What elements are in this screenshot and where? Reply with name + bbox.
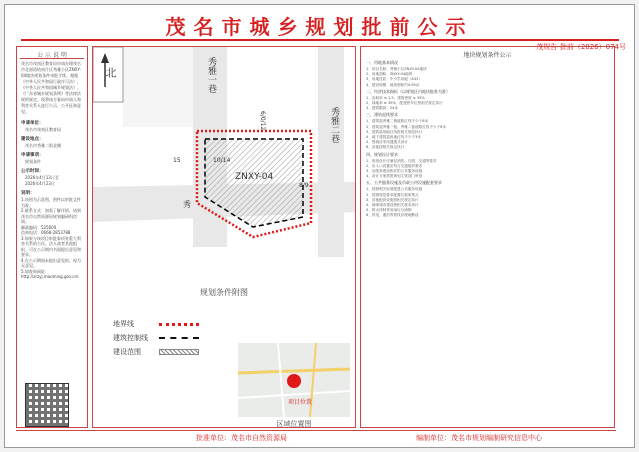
applicant-value: 茂名市茂南区教育局 xyxy=(25,127,61,132)
parcel-id: ZNXY-04 xyxy=(235,172,274,182)
document-number: 茂规告-批前（2026）074号 xyxy=(536,43,626,51)
right-panel-heading: 地块规划条件公示 xyxy=(463,52,512,59)
right-panel xyxy=(360,46,615,428)
legend-item: 建设范围 xyxy=(113,345,213,359)
note-item: 咨询电话：0668-2853788 xyxy=(21,230,71,235)
page-title: 茂名市城乡规划批前公示 xyxy=(165,15,474,39)
intro-text: 茂名市茂南区教育局申请办理茂名市北部团结南片区秀雅小区ZNXY-04地块规划条件审批手续。根据《中华人民共和国行政许可法》、《中华人民共和国城乡规划法》、《广东省城乡规划条例》等法律法规的规定，现将该方案向申请人和利害关系人进行公示，公开征询意见。 xyxy=(21,61,81,114)
legend xyxy=(113,317,213,359)
dim-label: 6/0/12 xyxy=(259,111,266,131)
note-item: 1.该图为示意图，图件以审批文件为准。 xyxy=(21,197,81,208)
left-panel-heading: 公 示 说 明 xyxy=(20,47,84,59)
applicant-label: 申请单位： xyxy=(21,121,44,126)
location-label: 建设地点： xyxy=(21,137,44,142)
dim-label: 10/14 xyxy=(213,157,231,164)
location-value: 茂名市秀雅二街北侧 xyxy=(25,143,61,148)
footer-approver: 批准单位：茂名市自然资源局 xyxy=(196,434,287,442)
road-label-yi: 秀雅一巷 xyxy=(206,57,216,93)
map-title: 规划条件附图 xyxy=(200,288,248,297)
dim-label: 15 xyxy=(173,157,181,164)
conditions-section: 三、建筑退线要求 1、建筑退秀雅二街道路红线不少于8米 2、建筑退秀雅一巷、秀雅二巷道路红线不少于6米 3、建筑退用地红线按相关规范执行 4、地下建筑退用地红线不少于3米 5、围墙应采用通透式设计 6、其他按相关规定执行 xyxy=(366,112,447,150)
title-divider xyxy=(21,39,619,41)
footer-compiler: 编制单位：茂名市规划编制研究信息中心 xyxy=(416,434,542,442)
location-map xyxy=(238,343,350,417)
footer xyxy=(16,430,616,444)
note-item: 5.如查询网址：http://zrzyj.maoming.gov.cn/ xyxy=(21,268,79,279)
conditions-section: 二、经济技术指标（以规划区内地块批准为准） 1、容积率 ≤ 1.5；建筑密度 ≤ 35% 2、绿地率 ≥ 35%，配建停车位按相关规定执行 3、建筑限高：24米 xyxy=(366,88,450,111)
conditions-section: 五、公共服务设施及市政公用设施配套要求 1、按照相关标准配建公共服务设施 2、按照规范要求配置垃圾收集点 3、其他配套设施按相关规定执行 4、海绵城市建设按相关要求执行 5、排水体制采用雨污分流制 6、供电、通信等管线应埋地敷设 xyxy=(366,180,442,218)
legend-item: 建筑控制线 xyxy=(113,331,213,345)
road-label-street: 秀 xyxy=(183,200,191,209)
legend-item: 地界线 xyxy=(113,317,213,331)
boundary-swatch xyxy=(159,323,199,326)
conditions-section: 一、用地基本情况 1、项目名称：秀雅小区ZNXY-04地块 2、用地面积：ZNXY-04地块 3、用地性质：中小学用地（A33） 4、建设规模：地块面积约4.95亩 xyxy=(366,60,427,87)
area-swatch xyxy=(159,349,199,355)
center-panel xyxy=(92,46,356,428)
road-label-er: 秀雅二巷 xyxy=(329,107,339,143)
notes-label: 说明： xyxy=(21,191,35,196)
period-end: 2026年4月23日 xyxy=(25,181,55,186)
note-item: 3.如果与该项目审批事项有重大利害关系的公民、法人或者其他组织，可在公示期内书面提出意见和要求。 xyxy=(21,235,81,257)
type-label: 申请事项： xyxy=(21,153,44,158)
location-marker-label: 项目位置 xyxy=(288,399,313,406)
note-item: 4.在公示期间未提出意见的，视为无意见。 xyxy=(21,257,81,268)
note-item: 2.联系方式：如需了解详情，请到茂名市自然资源局规划编研科咨询。 xyxy=(21,208,81,224)
dim-label: 8/9 xyxy=(299,182,309,189)
period-label: 公示时间： xyxy=(21,169,44,174)
type-value: 规划条件 xyxy=(25,159,41,164)
period-start: 2026年4月13日至 xyxy=(25,175,59,180)
conditions-section: 四、规划设计要求 1、规划设计应满足消防、日照、交通等要求 2、出入口设置应符合交通组织要求 3、应配套建设相应的公共服务设施 4、设计方案需报规划主管部门审批 xyxy=(366,151,437,179)
site-plan-map xyxy=(93,47,355,277)
north-label: 北 xyxy=(104,67,117,78)
control-line-swatch xyxy=(159,337,199,339)
left-panel xyxy=(16,46,88,428)
qr-code[interactable] xyxy=(25,383,69,427)
note-item: 邮政编码：525000 xyxy=(21,224,57,230)
location-caption: 区域位置图 xyxy=(276,420,312,428)
